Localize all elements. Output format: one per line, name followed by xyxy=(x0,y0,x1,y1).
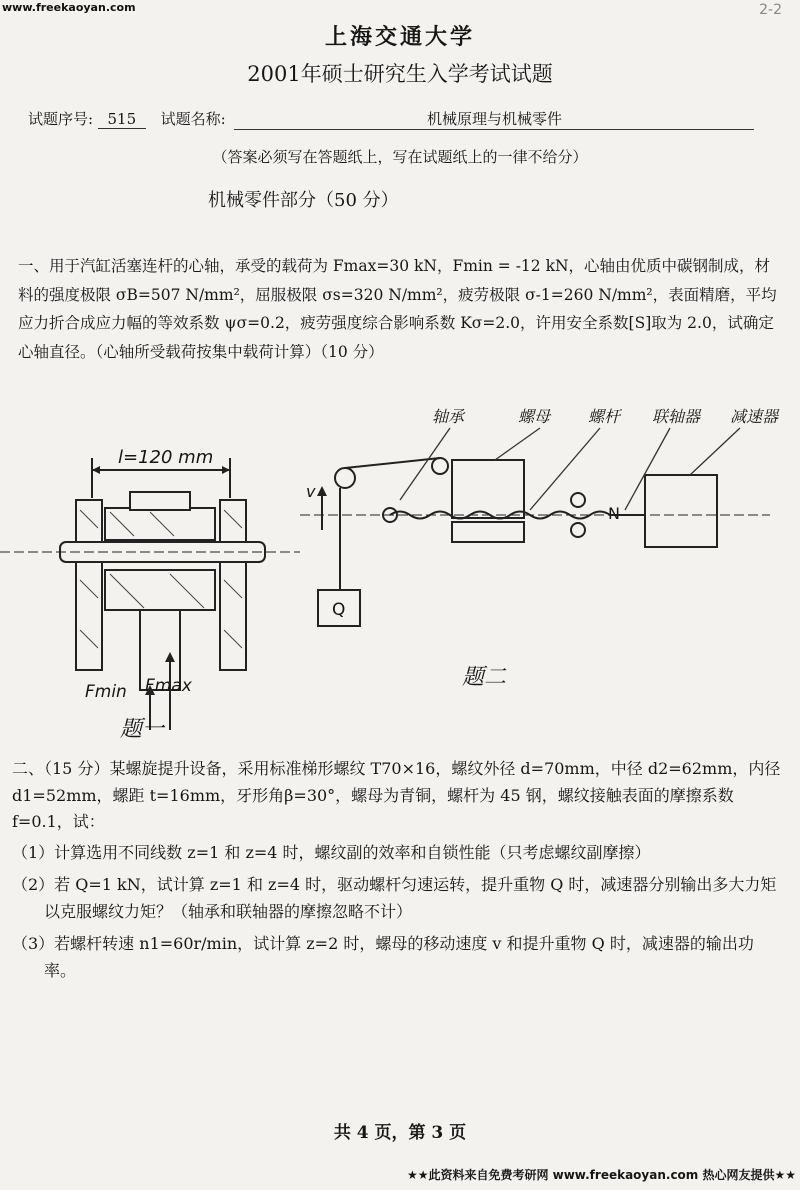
section-title: 机械零件部分（50 分） xyxy=(208,190,399,211)
university-name: 上海交通大学 xyxy=(324,24,475,50)
label-bearing: 轴承 xyxy=(432,407,465,426)
exam-meta-line xyxy=(28,108,754,130)
dimension-label: l=120 mm xyxy=(118,447,214,468)
coupling-n-label: N xyxy=(608,504,620,523)
label-screw: 螺杆 xyxy=(588,407,621,426)
figure-1-axle-drawing xyxy=(0,430,300,750)
label-reducer: 减速器 xyxy=(730,407,779,426)
question-2-item-2: （2）若 Q=1 kN，试计算 z=1 和 z=4 时，驱动螺杆匀速运转，提升重物 Q 时，减速器分别输出多大力矩以克服螺纹力矩？（轴承和联轴器的摩擦忽略不计） xyxy=(12,875,777,921)
code-label: 试题序号: xyxy=(28,110,94,128)
fmin-label: Fmin xyxy=(85,682,127,702)
question-2-block xyxy=(12,756,784,984)
question-2-item-1: （1）计算选用不同线数 z=1 和 z=4 时，螺纹副的效率和自锁性能（只考虑螺纹副摩擦） xyxy=(12,842,651,862)
subject-label: 试题名称: xyxy=(160,110,226,128)
exam-subject: 机械原理与机械零件 xyxy=(234,108,754,130)
label-coupling: 联轴器 xyxy=(652,407,701,426)
exam-code: 515 xyxy=(98,110,146,129)
footer-watermark: ★★此资料来自免费考研网 www.freekaoyan.com 热心网友提供★★ xyxy=(406,1168,796,1182)
velocity-label: v xyxy=(306,482,316,501)
fmax-label: Fmax xyxy=(145,676,192,696)
question-1-text: 一、用于汽缸活塞连杆的心轴，承受的载荷为 Fmax=30 kN，Fmin = -12 kN，心轴由优质中碳钢制成，材料的强度极限 σB=507 N/mm²，屈服极限 σs=320 N/mm²，疲劳极限 σ-1=260 N/mm²，表面精磨，平均应力折合成应力幅的等效系数 ψσ=0.2，疲劳强度综合影响系数 Kσ=2.0，许用安全系数[S]取为 2.0，试确定心轴直径。（心轴所受载荷按集中载荷计算）（10 分） xyxy=(18,257,777,361)
watermark-url: www.freekaoyan.com xyxy=(2,1,136,14)
figure-2-screw-lifter-drawing xyxy=(300,420,780,660)
figure-1-caption: 题一 xyxy=(120,717,165,742)
answer-notice: （答案必须写在答题纸上，写在试题纸上的一律不给分） xyxy=(212,148,588,166)
load-q-label: Q xyxy=(332,600,346,620)
label-nut: 螺母 xyxy=(518,407,551,426)
corner-mark: 2-2 xyxy=(759,2,782,18)
question-2-intro: 二、（15 分）某螺旋提升设备，采用标准梯形螺纹 T70×16，螺纹外径 d=70mm，中径 d2=62mm，内径 d1=52mm，螺距 t=16mm，牙形角β=30°，螺母为青铜，螺杆为 45 钢，螺纹接触表面的摩擦系数 f=0.1，试： xyxy=(12,759,781,831)
figure-2-caption: 题二 xyxy=(462,665,507,690)
page-number: 共 4 页，第 3 页 xyxy=(333,1123,467,1143)
exam-title: 2001年硕士研究生入学考试试题 xyxy=(247,62,553,86)
question-2-item-3: （3）若螺杆转速 n1=60r/min，试计算 z=2 时，螺母的移动速度 v 和提升重物 Q 时，减速器的输出功率。 xyxy=(12,934,754,980)
